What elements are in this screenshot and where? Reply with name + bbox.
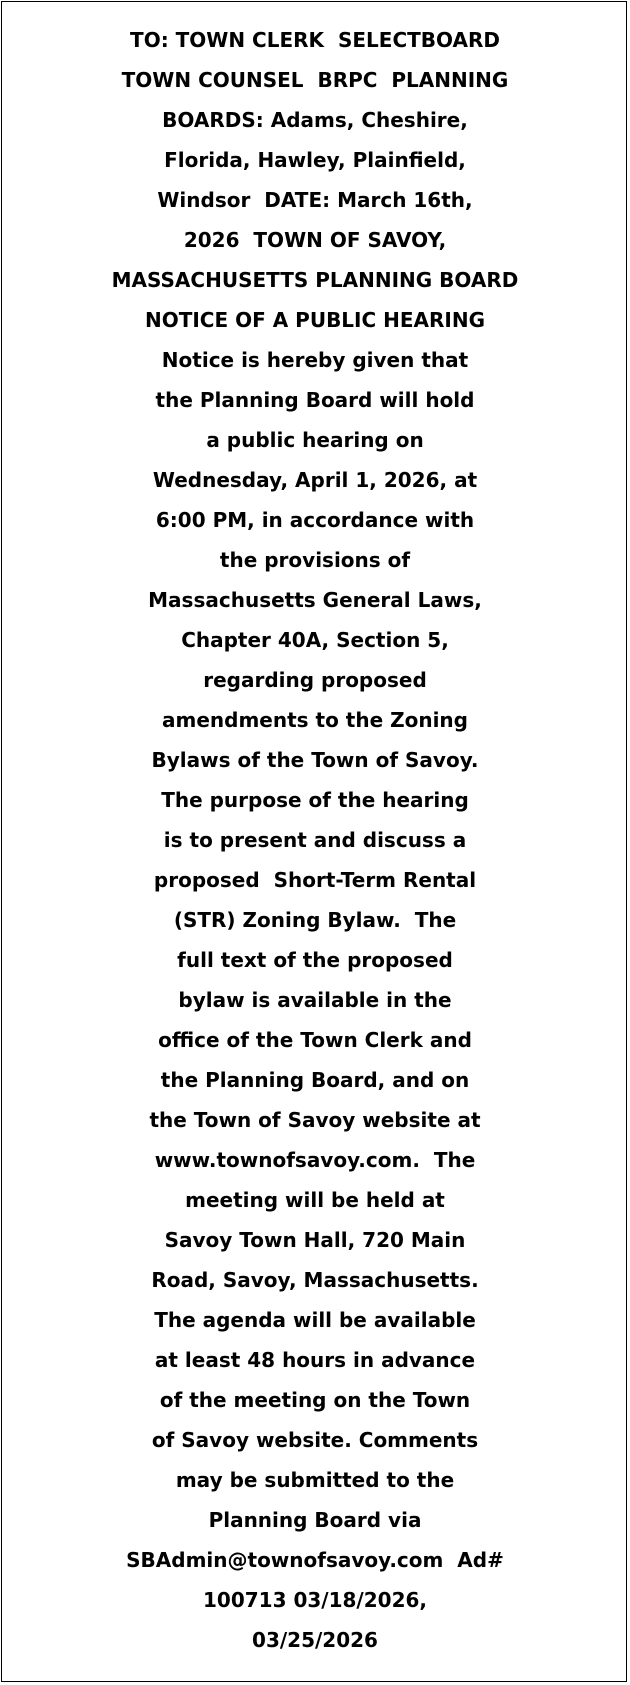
notice-line: Road, Savoy, Massachusetts. <box>151 1268 479 1292</box>
notice-line: Savoy Town Hall, 720 Main <box>164 1228 466 1252</box>
notice-line: 03/25/2026 <box>252 1628 378 1652</box>
notice-line: at least 48 hours in advance <box>154 1348 476 1372</box>
notice-line: office of the Town Clerk and <box>158 1028 472 1052</box>
notice-line: Chapter 40A, Section 5, <box>181 628 449 652</box>
notice-line: Bylaws of the Town of Savoy. <box>151 748 479 772</box>
notice-line: MASSACHUSETTS PLANNING BOARD <box>111 268 519 292</box>
notice-line: Florida, Hawley, Plainfield, <box>164 148 466 172</box>
notice-line: NOTICE OF A PUBLIC HEARING <box>144 308 486 332</box>
notice-line: full text of the proposed <box>177 948 453 972</box>
notice-line: is to present and discuss a <box>163 828 467 852</box>
notice-line: The purpose of the hearing <box>161 788 469 812</box>
notice-line: 6:00 PM, in accordance with <box>155 508 475 532</box>
notice-line: the Planning Board will hold <box>155 388 475 412</box>
notice-line: The agenda will be available <box>154 1308 476 1332</box>
notice-line: the provisions of <box>219 548 411 572</box>
notice-line: BOARDS: Adams, Cheshire, <box>162 108 468 132</box>
public-notice-frame <box>1 1 627 1682</box>
notice-line: Windsor DATE: March 16th, <box>157 188 473 212</box>
notice-line: may be submitted to the <box>175 1468 455 1492</box>
notice-line: amendments to the Zoning <box>161 708 468 732</box>
notice-line: 100713 03/18/2026, <box>203 1588 427 1612</box>
notice-line: TO: TOWN CLERK SELECTBOARD <box>130 28 500 52</box>
notice-line: the Town of Savoy website at <box>149 1108 481 1132</box>
notice-line: Planning Board via <box>208 1508 422 1532</box>
notice-line: Notice is hereby given that <box>161 348 469 372</box>
notice-line: (STR) Zoning Bylaw. The <box>173 908 457 932</box>
notice-line: Wednesday, April 1, 2026, at <box>152 468 478 492</box>
notice-line: a public hearing on <box>206 428 424 452</box>
notice-line: meeting will be held at <box>185 1188 445 1212</box>
notice-line: www.townofsavoy.com. The <box>154 1148 476 1172</box>
notice-line: proposed Short-Term Rental <box>153 868 477 892</box>
notice-line: 2026 TOWN OF SAVOY, <box>183 228 447 252</box>
notice-line: of the meeting on the Town <box>159 1388 471 1412</box>
notice-line: bylaw is available in the <box>178 988 452 1012</box>
notice-line: the Planning Board, and on <box>160 1068 470 1092</box>
notice-line: regarding proposed <box>203 668 427 692</box>
notice-line: SBAdmin@townofsavoy.com Ad# <box>126 1548 504 1572</box>
notice-line: of Savoy website. Comments <box>151 1428 479 1452</box>
public-hearing-notice-text <box>10 20 620 1660</box>
notice-line: TOWN COUNSEL BRPC PLANNING <box>121 68 509 92</box>
notice-line: Massachusetts General Laws, <box>148 588 482 612</box>
